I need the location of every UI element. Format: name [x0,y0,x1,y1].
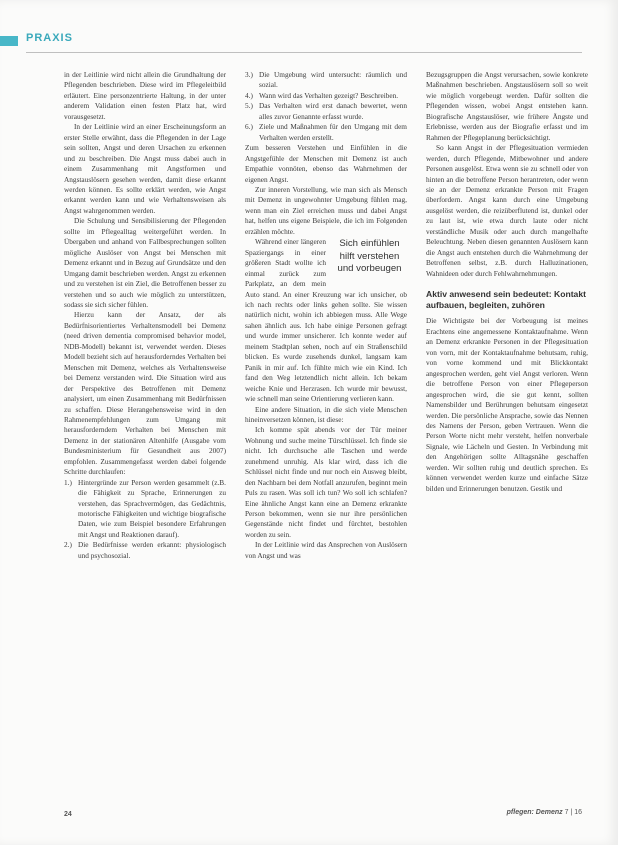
list-number: 4.) [245,90,253,100]
paragraph: Hierzu kann der Ansatz, der als Bedürfnisorientiertes Verhaltensmodell bei Demenz (need driven dementia compromised behavior model, NDB-Modell) bekannt ist, verwendet werden. Dieses Modell bezieht sich auf herausforderndes Verhalten bei Menschen mit Demenz, welches als Verhaltensweise bei Demenz verstanden wird. Die Situation wird aus der Perspektive des Betroffenen mit Demenz analysiert, um einen Zusammenhang mit Bedürfnissen zu schaffen. Diese Herangehensweise wird in den Rahmenempfehlungen zum Umgang mit herausforderndem Verhalten bei Menschen mit Demenz in der stationären Altenhilfe (Ausgabe vom Bundesministerium für Gesundheit aus 2007) empfohlen. Zusammengefasst werden dabei folgende Schritte durchlaufen: [64,310,226,477]
paragraph: Zur inneren Vorstellung, wie man sich als Mensch mit Demenz in ungewohnter Umgebung fühlen mag, wenn man ein Ziel erreichen muss und dabei Angst hat, helfen uns eigene Beispiele, die ich im Folgenden erzählen möchte. [245,184,407,236]
paragraph: Eine andere Situation, in die sich viele Menschen hineinversetzen können, ist diese: [245,404,407,424]
column-2 [245,70,407,561]
list-number: 2.) [64,540,72,550]
list-text: Hintergründe zur Person werden gesammelt (z.B. die Fähigkeit zu Sprache, Erinnerungen zu verstehen, das Sprachvermögen, das Gedächtnis, motorische Fähigkeiten und wichtige biografische Daten, wie zum Beispiel besondere Erfahrungen mit Angst und Reaktionen darauf). [78,477,226,539]
header-rule [26,52,582,53]
list-text: Die Bedürfnisse werden erkannt: physiologisch und psychosozial. [78,540,226,560]
journal-issue: 7 | 16 [564,809,582,816]
list-text: Ziele und Maßnahmen für den Umgang mit dem Verhalten werden erstellt. [259,122,407,142]
paragraph: Die Schulung und Sensibilisierung der Pflegenden sollte im Pflegealltag weitergeführt werden. In Übergaben und anhand von Fallbesprechungen sollten mögliche Auslöser von Angst bei Menschen mit Demenz erkannt und in Bezug auf Grundsätze und den Umgang damit beschrieben werden. Angst zu erkennen und zu verstehen ist ein Ziel, die Betroffenen besser zu verstehen und so auch wie möglich zu unterstützen, sodass sie sich sicher fühlen. [64,216,226,309]
paragraph: So kann Angst in der Pflegesituation vermieden werden, durch Pflegende, Mitbewohner und andere Personen ausgelöst. Etwa wenn sie zu schnell oder von hinten an die betroffene Person herantreten, oder wenn sie an der Demenz erkrankte Person mit Fragen überfordern. Angst kann durch eine Umgebung ausgelöst werden, die reizüberflutend ist, dunkel oder zu laut ist, wie etwa durch laute oder nicht verständliche Musik oder auch durch mangelhafte Beleuchtung. Neben diesen genannten Auslösern kann die Angst auch entstehen durch die Wahrnehmung der Betroffenen selbst, z.B. durch Halluzinationen, Wahnideen oder durch Fehlwahrnehmungen. [426,143,588,278]
list-item [245,122,407,143]
journal-footer [507,809,582,816]
paragraph: Während einer längeren Spaziergangs in einer größeren Stadt wollte ich einmal zurück zum Parkplatz, an dem mein Auto stand. An einer Kreuzung war ich unsicher, ob ich nach rechts oder links gehen sollte. Sie wissen natürlich nicht, wohin ich abbiegen muss. Alle Wege sahen ähnlich aus. Ich habe einige Personen gefragt und wurde immer unsicherer. Ich konnte weder auf meinem Stadtplan sehen, noch auf ein Straßenschild blicken. Es wurde zusehends dunkel, langsam kam Panik in mir auf. Ich fühlte mich wie ein Kind. Ich fand den Weg letztendlich nicht allein. Ich bekam weiche Knie und Herzrasen. Ich wurde mir bewusst, wie schnell man seine Orientierung verlieren kann. [245,237,407,404]
paragraph: Zum besseren Verstehen und Einfühlen in die Angstgefühle der Menschen mit Demenz ist auch Empathie vonnöten, ebenso das Wahrnehmen der eigenen Angst. [245,143,407,184]
list-text: Die Umgebung wird untersucht: räumlich und sozial. [259,70,407,90]
list-item [64,478,226,541]
pull-quote: Sich einfühlen hilft verstehen und vorbeugen [337,238,402,274]
paragraph: in der Leitlinie wird nicht allein die Grundhaltung der Pflegenden beschrieben. Diese wird im Pflegeleitbild erläutert. Eine personzentrierte Haltung, in der unter anderem Validation einen festen Platz hat, wird vorausgesetzt. [64,70,226,121]
list-number: 3.) [245,70,253,79]
section-header [0,30,618,54]
list-item [245,70,407,91]
list-text: Das Verhalten wird erst danach bewertet, wenn alles zuvor Genannte erfasst wurde. [259,101,407,121]
list-number: 1.) [64,477,72,487]
paragraph: Die Wichtigste bei der Vorbeugung ist meines Erachtens eine angemessene Kontaktaufnahme. Wenn an Demenz erkrankte Personen in der Pflegesituation von vorn, mit der Kontaktaufnahme behutsam, ruhig, von vorne kommend und mit Blickkontakt angesprochen werden, geht viel Angst verloren. Wenn die betroffene Person von einer Pflegeperson angesprochen wird, die sie gut kennt, sollten Namensbilder und Berührungen behutsam eingesetzt werden. Die persönliche Ansprache, sowie das Nennen des Namens der Person, geben Vertrauen. Wenn die Person Worte nicht mehr versteht, helfen nonverbale Signale, wie Lächeln und Gesten. In Verbindung mit den Angehörigen sollte Alltagsnähe geschaffen werden. Wir sollten ruhig und deutlich sprechen. Es können verwendet werden kurze und einfache Sätze bilden und Erinnerungen benutzen. Gestik und [426,316,588,493]
list-item [245,91,407,101]
paragraph: Ich komme spät abends vor der Tür meiner Wohnung und suche meine Türschlüssel. Ich finde sie nicht. Ich durchsuche alle Taschen und werde zunehmend unruhig. Als klar wird, dass ich die Schlüssel nicht finde und nur noch ein Ausweg bleibt, den Nachbarn bei dem Notfall anzurufen, beginnt mein Puls zu rasen. Was soll ich tun? Wo soll ich schlafen? Eine ähnliche Angst kann eine an Demenz erkrankte Person bekommen, wenn sie nur ihre persönlichen Gegenstände nicht findet und fürchtet, bestohlen worden zu sein. [245,425,407,539]
subheading: Aktiv anwesend sein bedeutet: Kontakt aufbauen, begleiten, zuhören [426,289,586,310]
section-label: PRAXIS [26,32,73,44]
paragraph: In der Leitlinie wird an einer Erscheinungsform an erster Stelle erwähnt, dass die Pflegenden in der Lage sein sollten, Angst und deren Ursachen zu erkennen und zu beschreiben. Die Angst muss dabei auch in einem Zusammenhang mit Angstformen und Angstauslösern gesehen werden, damit diese erkannt werden können. Es sollte erklärt werden, wie Angst erkannt werden kann und wie Verhaltensweisen als Angst wahrgenommen werden. [64,122,226,215]
numbered-list [245,70,407,143]
list-item [245,101,407,122]
paragraph: Bezugsgruppen die Angst verursachen, sowie konkrete Maßnahmen beschrieben. Angstauslösern soll so weit wie möglich vorgebeugt werden. Dafür sollten die Pflegenden wissen, wobei Angst entstehen kann. Biografische Angstauslöser, wie frühere Ängste und Erlebnisse, werden aus der Biografie erfasst und im Rahmen der Pflegeplanung berücksichtigt. [426,70,588,142]
journal-name: pflegen: Demenz [506,809,563,816]
numbered-list [64,478,226,562]
paragraph: In der Leitlinie wird das Ansprechen von Auslösern von Angst und was [245,540,407,560]
column-1 [64,70,226,561]
section-color-bar [0,36,18,46]
list-item [64,540,226,561]
page-number: 24 [64,811,72,818]
column-3 [426,70,588,494]
list-text: Wann wird das Verhalten gezeigt? Beschreiben. [259,90,399,100]
list-number: 5.) [245,101,253,111]
list-number: 6.) [245,122,253,132]
